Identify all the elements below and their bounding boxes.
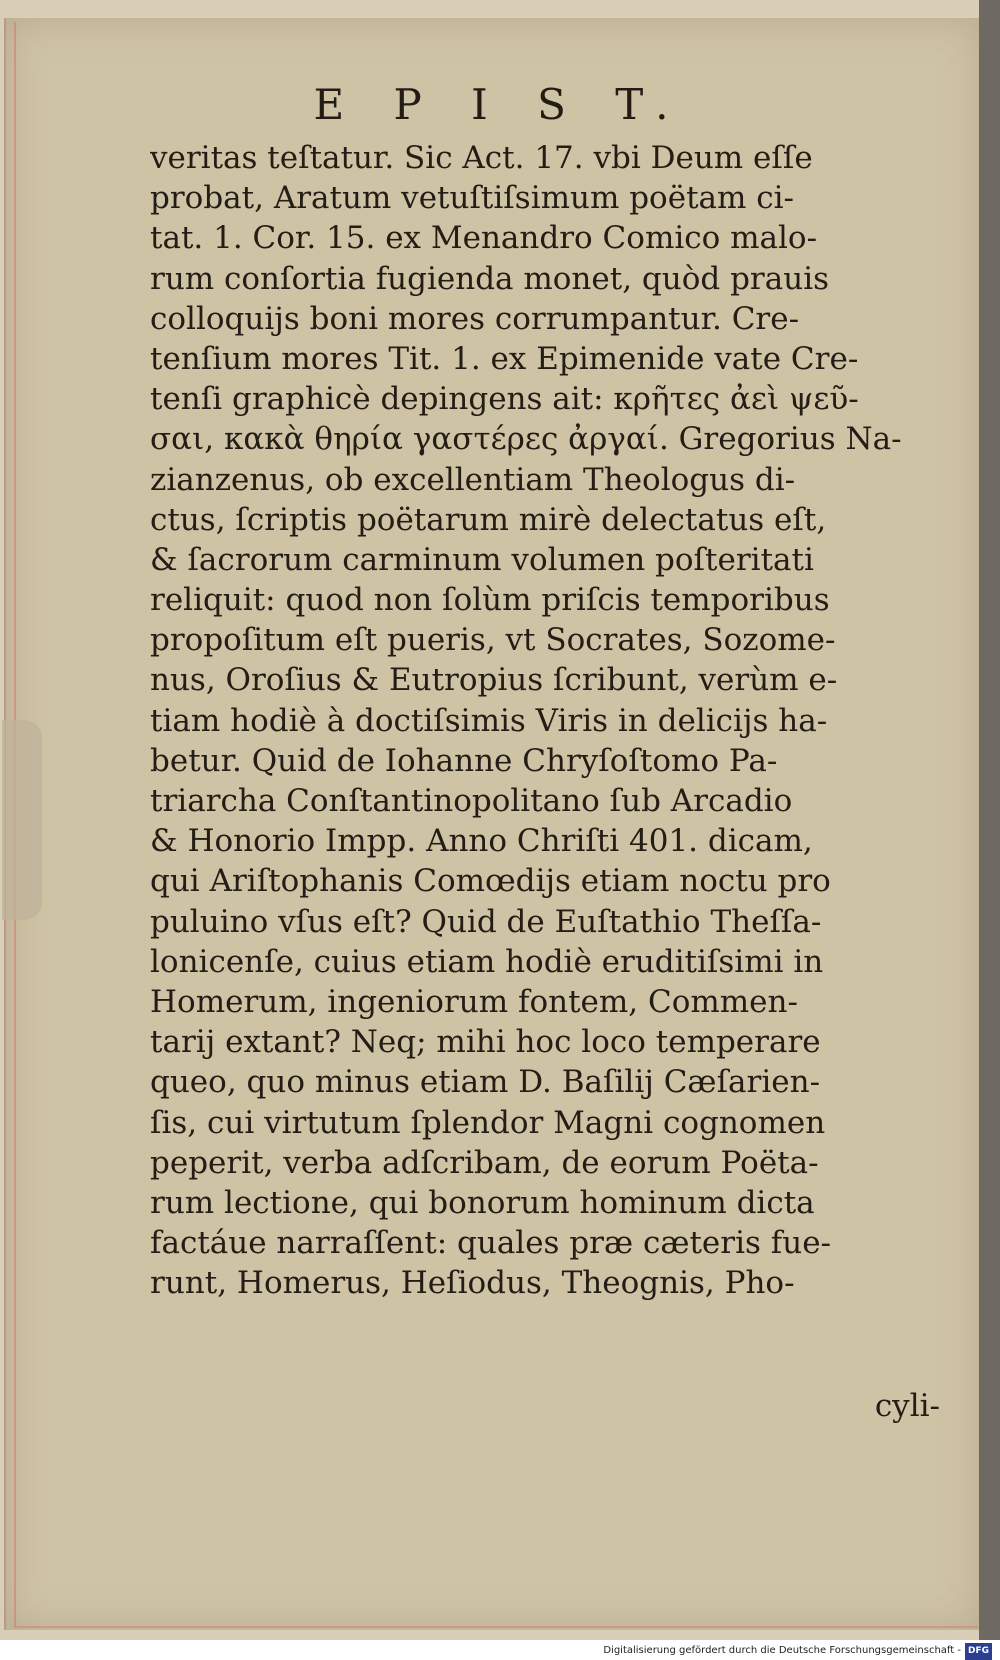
digitization-credit — [603, 1642, 992, 1659]
text-line: tenſium mores Tit. 1. ex Epimenide vate Cre- — [150, 340, 859, 377]
text-line: σαι, κακὰ θηρία γαστέρες ἀργαί. Gregorius Na- — [150, 421, 902, 458]
text-line: runt, Homerus, Heſiodus, Theognis, Pho- — [150, 1265, 795, 1302]
text-line: peperit, verba adſcribam, de eorum Poëta- — [150, 1144, 819, 1181]
dfg-logo: DFG — [965, 1643, 992, 1660]
page-tab-mark — [2, 720, 42, 920]
text-line: probat, Aratum vetuſtiſsimum poëtam ci- — [150, 180, 795, 217]
text-line: reliquit: quod non ſolùm priſcis temporibus — [150, 582, 830, 619]
running-title: E P I S T. — [313, 80, 687, 129]
text-line: propoſitum eſt pueris, vt Socrates, Sozome- — [150, 622, 836, 659]
text-line: tenſi graphicè depingens ait: κρῆτες ἀεὶ ψεῦ- — [150, 381, 859, 418]
text-line: & ſacrorum carminum volumen poſteritati — [150, 541, 814, 578]
text-line: tiam hodiè à doctiſsimis Viris in delicijs ha- — [150, 702, 828, 739]
text-line: rum conſortia fugienda monet, quòd prauis — [150, 260, 830, 297]
text-line: betur. Quid de Iohanne Chryſoſtomo Pa- — [150, 742, 778, 779]
text-line: puluino vſus eſt? Quid de Euſtathio Theſſa- — [150, 903, 822, 940]
text-line: zianzenus, ob excellentiam Theologus di- — [150, 461, 796, 498]
page-edge-rule-bottom — [14, 1626, 978, 1628]
text-line: triarcha Conſtantinopolitano ſub Arcadio — [150, 783, 793, 819]
text-line: lonicenſe, cuius etiam hodiè eruditiſsimi in — [150, 943, 824, 980]
text-line: rum lectione, qui bonorum hominum dicta — [150, 1184, 815, 1221]
text-line: veritas teſtatur. Sic Act. 17. vbi Deum eſſe — [150, 140, 813, 176]
text-line: ſis, cui virtutum ſplendor Magni cognomen — [150, 1104, 826, 1141]
text-line: Homerum, ingeniorum fontem, Commen- — [150, 983, 798, 1020]
text-line: & Honorio Impp. Anno Chriſti 401. dicam, — [150, 823, 813, 860]
binding-edge — [979, 0, 1000, 1640]
body-text — [150, 138, 942, 1303]
text-line: qui Ariſtophanis Comœdijs etiam noctu pro — [150, 863, 831, 900]
text-line: colloquijs boni mores corrumpantur. Cre- — [150, 300, 800, 337]
text-line: ctus, ſcriptis poëtarum mirè delectatus eſt, — [150, 501, 827, 538]
text-line: tarij extant? Neq; mihi hoc loco temperare — [150, 1024, 821, 1061]
catchword: cyli- — [874, 1388, 940, 1424]
text-line: queo, quo minus etiam D. Baſilij Cæſarien- — [150, 1064, 821, 1101]
text-line: factáue narraſſent: quales præ cæteris fue- — [150, 1225, 832, 1262]
text-line: tat. 1. Cor. 15. ex Menandro Comico malo- — [150, 220, 818, 257]
text-line: nus, Oroſius & Eutropius ſcribunt, verùm e- — [150, 662, 838, 699]
credit-text: Digitalisierung gefördert durch die Deutsche Forschungsgemeinschaft - — [603, 1645, 961, 1656]
